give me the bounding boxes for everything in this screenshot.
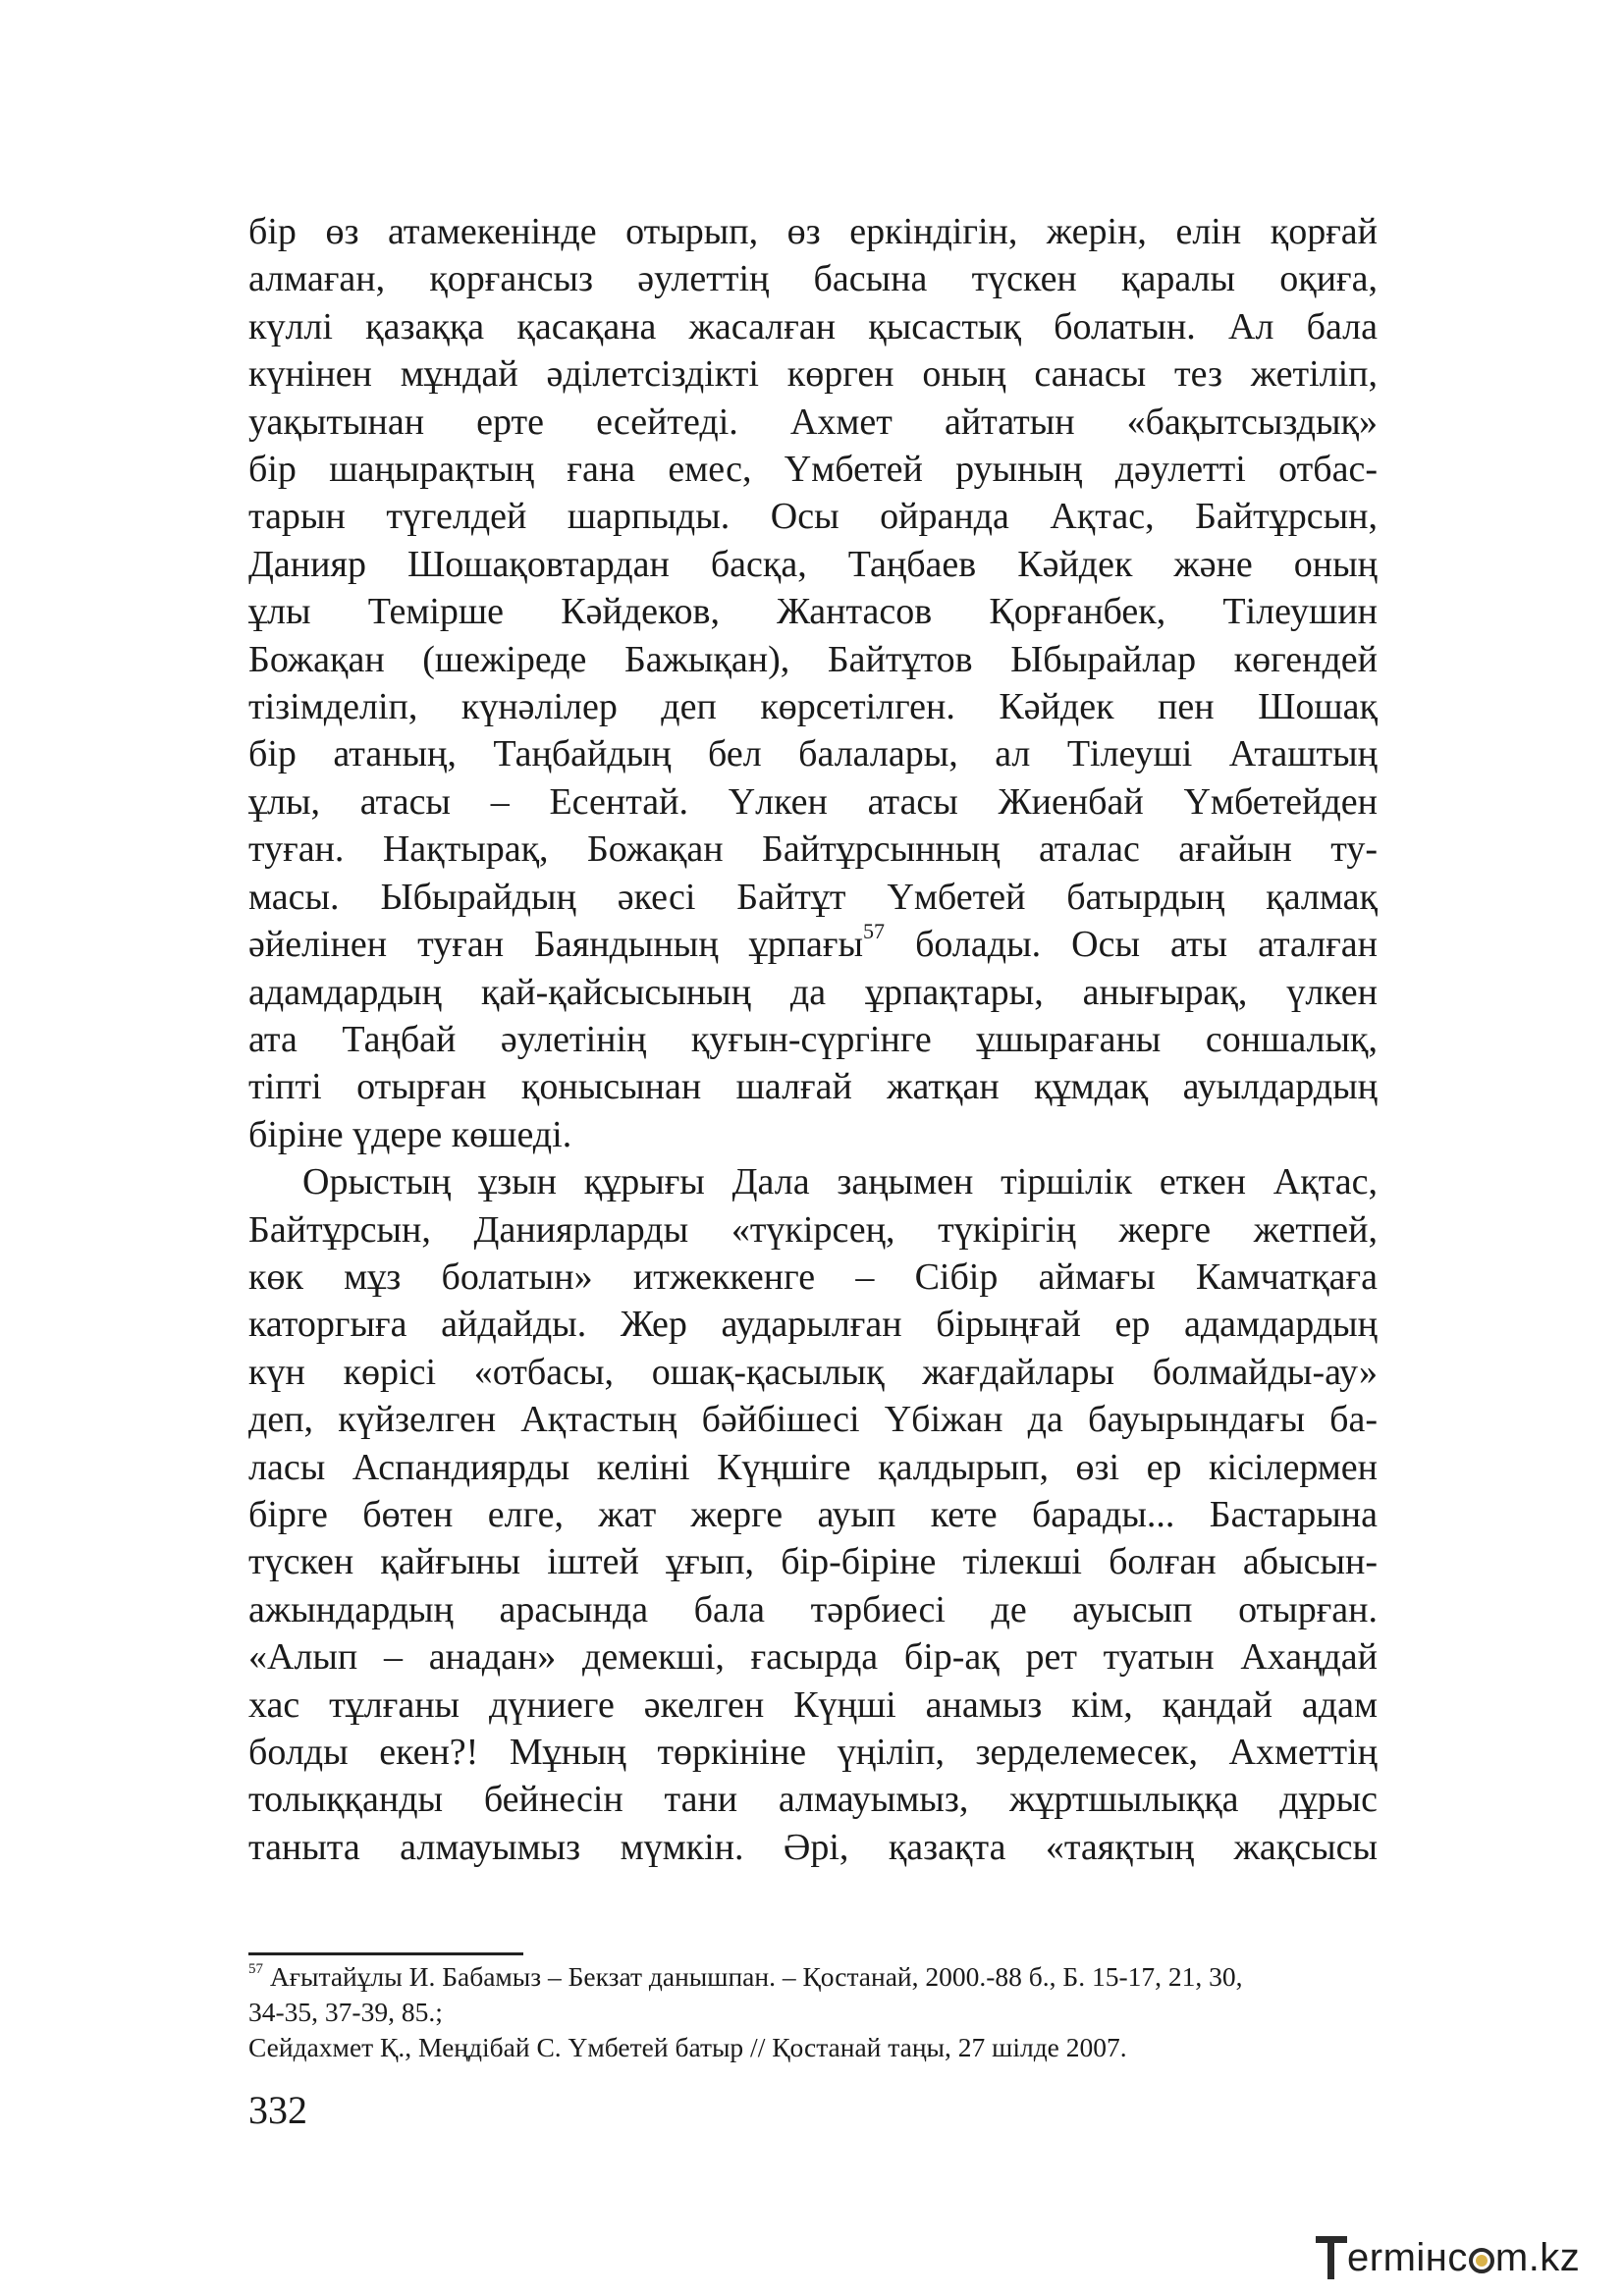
text-line: түскен қайғыны іштей ұғып, бір-біріне тілекші болған абысын- — [248, 1541, 1378, 1583]
text-line: уақытынан ерте есейтеді. Ахмет айтатын «бақытсыздық» — [248, 400, 1378, 443]
text-line-with-footnote — [248, 921, 1378, 968]
text-line: таныта алмауымыз мүмкін. Әрі, қазақта «таяқтың жақсысы — [248, 1826, 1378, 1868]
text-line: ата Таңбай әулетінің қуғын-сүргінге ұшырағаны соншалық, — [248, 1018, 1378, 1060]
text-line: каторгыға айдайды. Жер аударылған бірыңғай ер адамдардың — [248, 1304, 1378, 1346]
site-watermark — [1316, 2230, 1580, 2285]
text-line: «Алып – анадан» демекші, ғасырда бір-ақ рет туатын Ахаңдай — [248, 1636, 1378, 1679]
text-line: бір атаның, Таңбайдың бел балалары, ал Тілеуші Аташтың — [248, 733, 1378, 775]
text-segment: болады. Осы аты аталған — [885, 924, 1378, 966]
footnote-separator — [248, 1952, 523, 1955]
paragraph-2 — [248, 1158, 1378, 1871]
text-line: бірге бөтен елге, жат жерге ауып кете барады... Бастарына — [248, 1493, 1378, 1535]
footnote-line — [248, 1959, 1378, 1995]
text-line: күн көрісі «отбасы, ошақ-қасылық жағдайлары болмайды-ау» — [248, 1351, 1378, 1393]
text-line: ажындардың арасында бала тәрбиесі де ауысып отырған. — [248, 1588, 1378, 1630]
text-line: хас тұлғаны дүниеге әкелген Күңші анамыз кім, қандай адам — [248, 1683, 1378, 1726]
body-text — [248, 208, 1378, 1871]
paragraph-1 — [248, 208, 1378, 1158]
text-line: бір өз атамекенінде отырып, өз еркіндігін, жерін, елін қорғай — [248, 211, 1378, 252]
text-line: Байтұрсын, Даниярларды «түкірсең, түкірігің жерге жетпей, — [248, 1208, 1378, 1251]
text-line: деп, күйзелген Ақтастың бәйбішесі Үбіжан да бауырындағы ба- — [248, 1399, 1378, 1441]
text-line: толыққанды бейнесін тани алмауымыз, жұртшылыққа дұрыс — [248, 1779, 1378, 1821]
text-segment: әйелінен туған Баяндының ұрпағы — [248, 924, 864, 966]
text-line: Орыстың ұзын құрығы Дала заңымен тіршілік еткен Ақтас, — [302, 1161, 1378, 1203]
text-line: болды екен?! Мұның төркініне үңіліп, зерделемесек, Ахметтің — [248, 1732, 1378, 1773]
text-line: тіпті отырған қонысынан шалғай жатқан құмдақ ауылдардың — [248, 1066, 1378, 1108]
footnote-line: Сейдахмет Қ., Меңдібай С. Үмбетей батыр // Қостанай таңы, 27 шілде 2007. — [248, 2032, 1127, 2062]
text-line: көк мұз болатын» итжеккенге – Сібір аймағы Камчатқаға — [248, 1255, 1378, 1298]
text-line: алмаған, қорғансыз әулеттің басына түскен қаралы оқиға, — [248, 258, 1378, 300]
text-line: бір шаңырақтың ғана емес, Үмбетей руының дәулетті отбас- — [248, 449, 1378, 491]
logo-o-icon — [1469, 2248, 1494, 2273]
footnote-reference[interactable]: 57 — [863, 919, 886, 944]
text-line: ласы Аспандиярды келіні Күңшіге қалдырып, өзі ер кісілермен — [248, 1446, 1378, 1488]
logo-t-icon — [1316, 2236, 1347, 2279]
page-number: 332 — [248, 2088, 307, 2132]
footnote-text: Ағытайұлы И. Бабамыз – Бекзат данышпан. – Қостанай, 2000.-88 б., Б. 15-17, 21, 30, — [263, 1961, 1243, 1992]
text-line: ұлы, атасы – Есентай. Үлкен атасы Жиенбай Үмбетейден — [248, 780, 1378, 823]
footnote-number: 57 — [248, 1960, 263, 1977]
text-line: Божақан (шежіреде Бажықан), Байтұтов Ыбырайлар көгендей — [248, 638, 1378, 680]
watermark-text-start: ermінс — [1347, 2235, 1468, 2279]
text-line: масы. Ыбырайдың әкесі Байтұт Үмбетей батырдың қалмақ — [248, 876, 1378, 918]
text-line: күнінен мұндай әділетсіздікті көрген оның санасы тез жетіліп, — [248, 353, 1378, 396]
text-line: адамдардың қай-қайсысының да ұрпақтары, анығырақ, үлкен — [248, 971, 1378, 1013]
text-line: біріне үдере көшеді. — [248, 1113, 572, 1155]
text-line: туған. Нақтырақ, Божақан Байтұрсынның аталас ағайын ту- — [248, 828, 1378, 871]
text-line: Данияр Шошақовтардан басқа, Таңбаев Кәйдек және оның — [248, 543, 1378, 585]
text-line: тізімделіп, күнәлілер деп көрсетілген. Кәйдек пен Шошақ — [248, 686, 1378, 728]
footnote-line: 34-35, 37-39, 85.; — [248, 1997, 443, 2027]
text-line: ұлы Темірше Кәйдеков, Жантасов Қорғанбек, Тілеушин — [248, 591, 1378, 633]
text-line: тарын түгелдей шарпыды. Осы ойранда Ақтас, Байтұрсын, — [248, 496, 1378, 538]
watermark-text-end: m.kz — [1494, 2235, 1581, 2279]
text-line: күллі қазаққа қасақана жасалған қысастық болатын. Ал бала — [248, 305, 1378, 347]
footnotes — [248, 1959, 1378, 2065]
